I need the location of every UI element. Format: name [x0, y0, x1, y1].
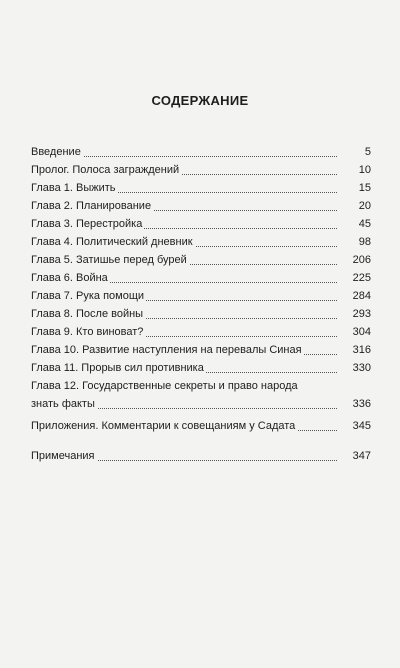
toc-entry-page: 284: [351, 287, 371, 305]
toc-entry-page: 98: [357, 233, 371, 251]
toc-entry-page: 20: [357, 197, 371, 215]
toc-entry-title: Глава 5. Затишье перед бурей: [31, 254, 187, 266]
toc-entry-title: Глава 9. Кто виноват?: [31, 326, 144, 338]
toc-entry-page: 293: [351, 305, 371, 323]
toc-entry-chapter-7: [31, 287, 371, 305]
toc-entry-appendices: [31, 417, 371, 435]
toc-entry-page: 304: [351, 323, 371, 341]
toc-entry-notes: [31, 447, 371, 465]
toc-entry-title: Глава 7. Рука помощи: [31, 290, 145, 302]
toc-entry-page: 330: [351, 359, 371, 377]
toc-entry-chapter-6: [31, 269, 371, 287]
toc-entry-chapter-8: [31, 305, 371, 323]
toc-entry-title: Пролог. Полоса заграждений: [31, 164, 180, 176]
toc-entry-chapter-1: [31, 179, 371, 197]
toc-entry-title: Глава 3. Перестройка: [31, 218, 143, 230]
toc-entry-chapter-11: [31, 359, 371, 377]
table-of-contents: [31, 143, 371, 465]
toc-entry-title: Глава 10. Развитие наступления на перевалы Синая: [31, 344, 302, 356]
toc-entry-chapter-2: [31, 197, 371, 215]
toc-entry-page: 5: [363, 143, 371, 161]
toc-entry-page: 345: [351, 417, 371, 435]
toc-entry-chapter-10: [31, 341, 371, 359]
toc-entry-page: 347: [351, 447, 371, 465]
toc-entry-title-line-2: знать факты: [31, 398, 95, 410]
toc-entry-title: Введение: [31, 146, 81, 158]
toc-entry-page: 10: [357, 161, 371, 179]
toc-entry-title-line-1: Глава 12. Государственные секреты и право народа: [31, 380, 298, 392]
toc-entry-title: Глава 11. Прорыв сил противника: [31, 362, 204, 374]
toc-entry-page: 336: [351, 395, 371, 413]
toc-entry-page: 206: [351, 251, 371, 269]
toc-entry-title: Глава 6. Война: [31, 272, 108, 284]
toc-entry-title: Глава 1. Выжить: [31, 182, 116, 194]
toc-entry-page: 15: [357, 179, 371, 197]
page-title: СОДЕРЖАНИЕ: [151, 93, 249, 108]
toc-entry-chapter-12: [31, 377, 371, 413]
toc-entry-page: 45: [357, 215, 371, 233]
toc-entry-title: Глава 8. После войны: [31, 308, 144, 320]
toc-entry-title: Примечания: [31, 450, 95, 462]
toc-entry-prologue: [31, 161, 371, 179]
toc-entry-chapter-5: [31, 251, 371, 269]
toc-entry-chapter-4: [31, 233, 371, 251]
toc-entry-chapter-9: [31, 323, 371, 341]
toc-entry-page: 316: [351, 341, 371, 359]
toc-entry-title: Глава 2. Планирование: [31, 200, 152, 212]
toc-entry-page: 225: [351, 269, 371, 287]
toc-entry-chapter-3: [31, 215, 371, 233]
toc-entry-title: Глава 4. Политический дневник: [31, 236, 193, 248]
toc-entry-introduction: [31, 143, 371, 161]
toc-entry-title: Приложения. Комментарии к совещаниям у Садата: [31, 420, 296, 432]
